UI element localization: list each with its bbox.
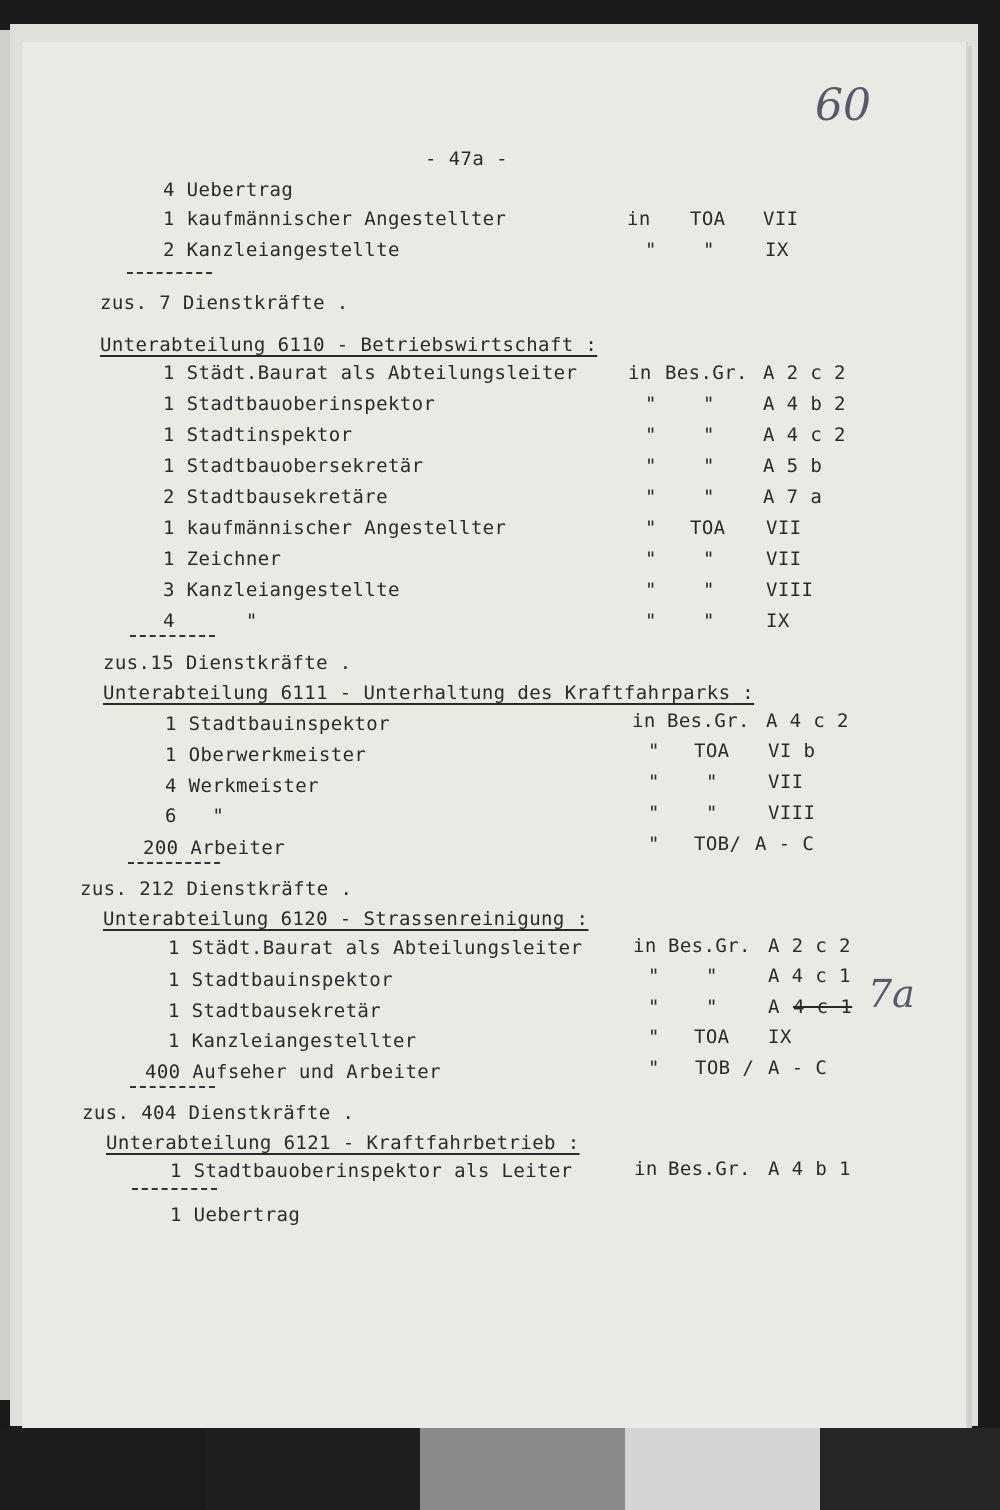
total-line: zus. 7 Dienstkräfte . [100,292,349,314]
list-item-col1: in [628,362,652,384]
page-number: - 47a - [425,148,508,170]
list-item-col1: " [645,548,657,570]
list-item-col1: " [645,393,657,415]
list-item: 1 Stadtbauoberinspektor [163,393,436,415]
list-item: 1 Oberwerkmeister [165,744,367,766]
sum-rule [130,635,215,637]
list-item-col3: VIII [766,579,814,601]
section-heading: Unterabteilung 6121 - Kraftfahrbetrieb : [106,1132,580,1154]
section-heading: Unterabteilung 6111 - Unterhaltung des Kraftfahrparks : [103,682,755,704]
list-item-col1: in [627,208,651,230]
list-item-col2: " [706,771,718,793]
list-item-col2: " [703,579,715,601]
handwritten-correction: 7a [868,972,915,1016]
total-line: zus. 212 Dienstkräfte . [80,878,353,900]
list-item-col2: " [703,424,715,446]
list-item-col1: " [648,965,660,987]
list-item-col3: A 2 c 2 [763,362,846,384]
list-item-col2: TOA [694,740,730,762]
list-item-col2: Bes.Gr. [668,935,751,957]
sum-rule [132,1188,217,1190]
list-item-col2: TOB/ [694,833,742,855]
list-item: 1 Kanzleiangestellter [168,1030,417,1052]
calibration-patch-black [0,1428,205,1510]
list-item-col2: Bes.Gr. [667,710,750,732]
list-item-col2: " [703,239,715,261]
list-item: 1 Stadtinspektor [163,424,353,446]
list-item-col1: " [648,802,660,824]
list-item-col3: A 5 b [763,455,823,477]
list-item-col3: VII [768,771,804,793]
list-item-col1: " [648,740,660,762]
list-item: 400 Aufseher und Arbeiter [145,1061,441,1083]
list-item-col3: A [768,996,780,1018]
list-item: 2 Kanzleiangestellte [163,239,400,261]
list-item-col1: " [645,239,657,261]
list-item: 1 Stadtbauoberinspektor als Leiter [170,1160,573,1182]
list-item: 200 Arbeiter [143,837,286,859]
list-item: 4 " [163,610,258,632]
list-item-col2: " [703,610,715,632]
list-item-col1: " [645,424,657,446]
list-item-col2: " [703,548,715,570]
total-line: zus. 404 Dienstkräfte . [82,1102,355,1124]
list-item-col3: A 2 c 2 [768,935,851,957]
list-item-col2: TOA [694,1026,730,1048]
list-item-col3: VIII [768,802,816,824]
list-item: 6 " [165,805,225,827]
list-item-col3: A 7 a [763,486,823,508]
list-item-col3: VI b [768,740,816,762]
list-item-col3: A 4 b 2 [763,393,846,415]
list-item-col2: Bes.Gr. [665,362,748,384]
carry-out-line: 1 Uebertrag [170,1204,301,1226]
list-item: 1 Zeichner [163,548,282,570]
list-item-col1: " [648,1026,660,1048]
list-item: 1 Städt.Baurat als Abteilungsleiter [163,362,578,384]
list-item-col3: A - C [768,1057,828,1079]
sum-rule [130,1086,215,1088]
calibration-patch-light [625,1428,820,1510]
list-item: 1 Stadtbauinspektor [165,713,390,735]
list-item-col1: " [645,517,657,539]
carry-in-line: 4 Uebertrag [163,179,294,201]
list-item-col3: IX [766,610,790,632]
list-item-col2: " [703,455,715,477]
calibration-patch-end [820,1428,1000,1510]
list-item: 4 Werkmeister [165,775,319,797]
list-item-col1: in [633,935,657,957]
list-item-col2: Bes.Gr. [668,1158,751,1180]
list-item-col3: A 4 b 1 [768,1158,851,1180]
sum-rule [128,862,220,864]
list-item-col1: " [645,486,657,508]
list-item-col3: A 4 c 2 [766,710,849,732]
list-item-col3: A 4 c 2 [763,424,846,446]
list-item: 1 kaufmännischer Angestellter [163,208,507,230]
list-item-col3: A - C [755,833,815,855]
list-item-col2: " [703,486,715,508]
list-item-col1: " [645,455,657,477]
list-item-col3: A 4 c 1 [768,965,851,987]
list-item-col3: IX [768,1026,792,1048]
list-item: 1 Städt.Baurat als Abteilungsleiter [168,937,583,959]
list-item-col2: TOA [690,208,726,230]
list-item-col2: " [703,393,715,415]
struck-grade: 4 c 1 [793,996,853,1018]
list-item: 1 Stadtbauobersekretär [163,455,424,477]
list-item-col2: " [706,965,718,987]
handwritten-folio-number: 60 [815,80,871,131]
list-item-col2: " [706,802,718,824]
list-item-col1: " [648,1057,660,1079]
section-heading: Unterabteilung 6120 - Strassenreinigung : [103,908,589,930]
list-item: 3 Kanzleiangestellte [163,579,400,601]
sum-rule [127,272,212,274]
list-item-col1: in [634,1158,658,1180]
list-item-col1: " [648,771,660,793]
list-item-col1: " [648,833,660,855]
list-item-col1: in [632,710,656,732]
calibration-patch-dark [205,1428,420,1510]
list-item-col2: " [706,996,718,1018]
total-line: zus.15 Dienstkräfte . [103,652,352,674]
list-item: 1 kaufmännischer Angestellter [163,517,507,539]
list-item-col3: VII [766,548,802,570]
list-item: 1 Stadtbauinspektor [168,969,393,991]
list-item-col1: " [645,579,657,601]
list-item: 2 Stadtbausekretäre [163,486,388,508]
list-item-col1: " [648,996,660,1018]
list-item-col2: TOA [690,517,726,539]
list-item: 1 Stadtbausekretär [168,1000,382,1022]
calibration-patch-gray [420,1428,625,1510]
section-heading: Unterabteilung 6110 - Betriebswirtschaft : [100,334,598,356]
list-item-col1: " [645,610,657,632]
list-item-col3: IX [765,239,789,261]
list-item-col3: VII [763,208,799,230]
list-item-col3: VII [766,517,802,539]
list-item-col2: TOB / [695,1057,755,1079]
